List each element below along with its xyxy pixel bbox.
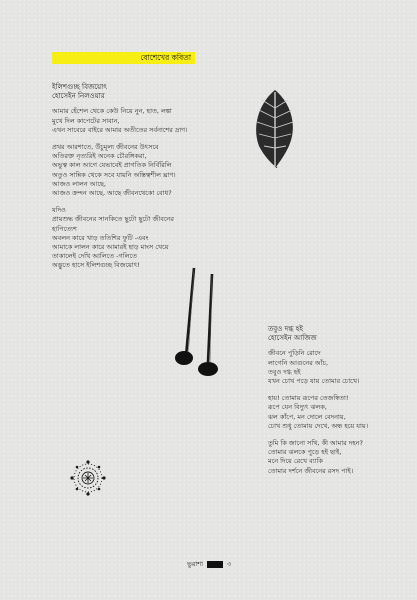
footer-section: ভুরাশা xyxy=(187,560,204,568)
poem-line: যদিও xyxy=(52,206,66,215)
poem-line: আমার হেঁশেল থেকে কেউ নিয়ে নুন, হাত, লঙ্কা xyxy=(52,107,172,116)
poem-line: হাপিত্যেশ xyxy=(52,224,77,233)
poem-line: আজও ক্রন্দন আছে, আছে জীবনথেকো বোধ? xyxy=(52,189,172,198)
poem-line: অভুত্ব কাল আগে যেভাবেই প্রাগতিক নির্বিরিলি xyxy=(52,161,172,170)
poem-line: অতিরক্ত নৃত্যরিই অনেক চৌরঙ্গিকরা, xyxy=(52,152,147,161)
poem-author: হোসেইন নিলওয়ার xyxy=(52,92,105,101)
poem-line: অবলন কারে খাড় ততিশির ফুটি -এবং xyxy=(52,233,149,242)
poem-stanza xyxy=(52,206,187,270)
poem-stanza xyxy=(52,107,187,135)
poem-ilish-block xyxy=(52,83,187,279)
poem-line: আজও লালন আছে, xyxy=(52,179,106,188)
poem-line: লাগেনি আগুনের আঁচ, xyxy=(268,358,329,367)
poem-title: তবুও দগ্ধ হই xyxy=(268,325,304,333)
poem-line: প্রায়শুদ্ধ জীবনের সানকিতে ছুটো ছুটো জীবনের xyxy=(52,215,174,224)
leaf-icon xyxy=(250,88,300,168)
poem-line: এখন সাবেরে বাইরে আমার অতীতের সর্বনাশের দ্রাণ। xyxy=(52,125,188,134)
poem-line: মুখে দিল কাপেটের সাবান, xyxy=(52,116,120,125)
poem-line: প্রথর আরশাতে, উঁচুমূল্য জীবনের উৎসবে xyxy=(52,143,159,152)
poem-line: চোখ শুধু তোমায় দেখে, অন্ধ হয়ে যায়। xyxy=(268,421,369,430)
poem-line: তোমার ঝলকে পুড়ে হই ছাই, xyxy=(268,448,342,457)
poem-stanza xyxy=(52,143,187,198)
poem-line: তাকালেই দেখি আলিতে -গলিতে xyxy=(52,252,137,261)
poem-line: জীবনে পুড়িনি রোদে xyxy=(268,349,321,358)
poem-line: আমাকে লালন কারে আমারই হাড় মাংস খেয়ে xyxy=(52,243,169,252)
poem-stanza xyxy=(268,349,368,386)
poem-line: তবুও দগ্ধ হই xyxy=(268,367,301,376)
page-footer xyxy=(187,559,231,570)
footer-block-mark xyxy=(207,561,223,568)
header-highlight-bar xyxy=(52,52,195,64)
poem-line: রূপে যেন বিদ্যুৎ ঝলক, xyxy=(268,403,327,412)
poem-line: তোমার দর্শনে জীবনের রসদ পাই। xyxy=(268,466,354,475)
poem-line: তুমি কি জানো সখি, কী আমার দহন? xyxy=(268,439,363,448)
poem-line: মনে দিয়ে রেখে ব্যাকি xyxy=(268,457,323,466)
ektara-instrument-icon xyxy=(172,266,228,381)
poem-line: যখন চোখ পড়ে যায় তোমার চোখে। xyxy=(268,377,360,386)
poem-line: ঝল কাঁপে, মন দোলে বেদনায়, xyxy=(268,412,346,421)
poem-stanza xyxy=(268,439,368,476)
alpana-ornament-icon xyxy=(70,460,106,496)
poem-title: ইলিশগুচ্ছ বিজয়োৎ xyxy=(52,83,107,91)
poem-line: অতুও সান্নিক থেকে সবে যায়নি অস্তিত্বশীল ঘ্রাণ। xyxy=(52,170,176,179)
poem-stanza xyxy=(268,394,368,431)
poem-line: হায়! তোমায় রূপের তেজস্বিতা! xyxy=(268,394,349,403)
poem-author: হোসেইন আজিজ xyxy=(268,334,317,343)
section-title: বোশেখের কবিতা xyxy=(140,53,191,62)
poem-line: অদ্ভুতে হাসে ইলিশগুচ্ছ বিজয়োৎ! xyxy=(52,261,140,270)
page-number: ৩ xyxy=(227,560,232,568)
poem-dagdha-block xyxy=(268,325,368,484)
